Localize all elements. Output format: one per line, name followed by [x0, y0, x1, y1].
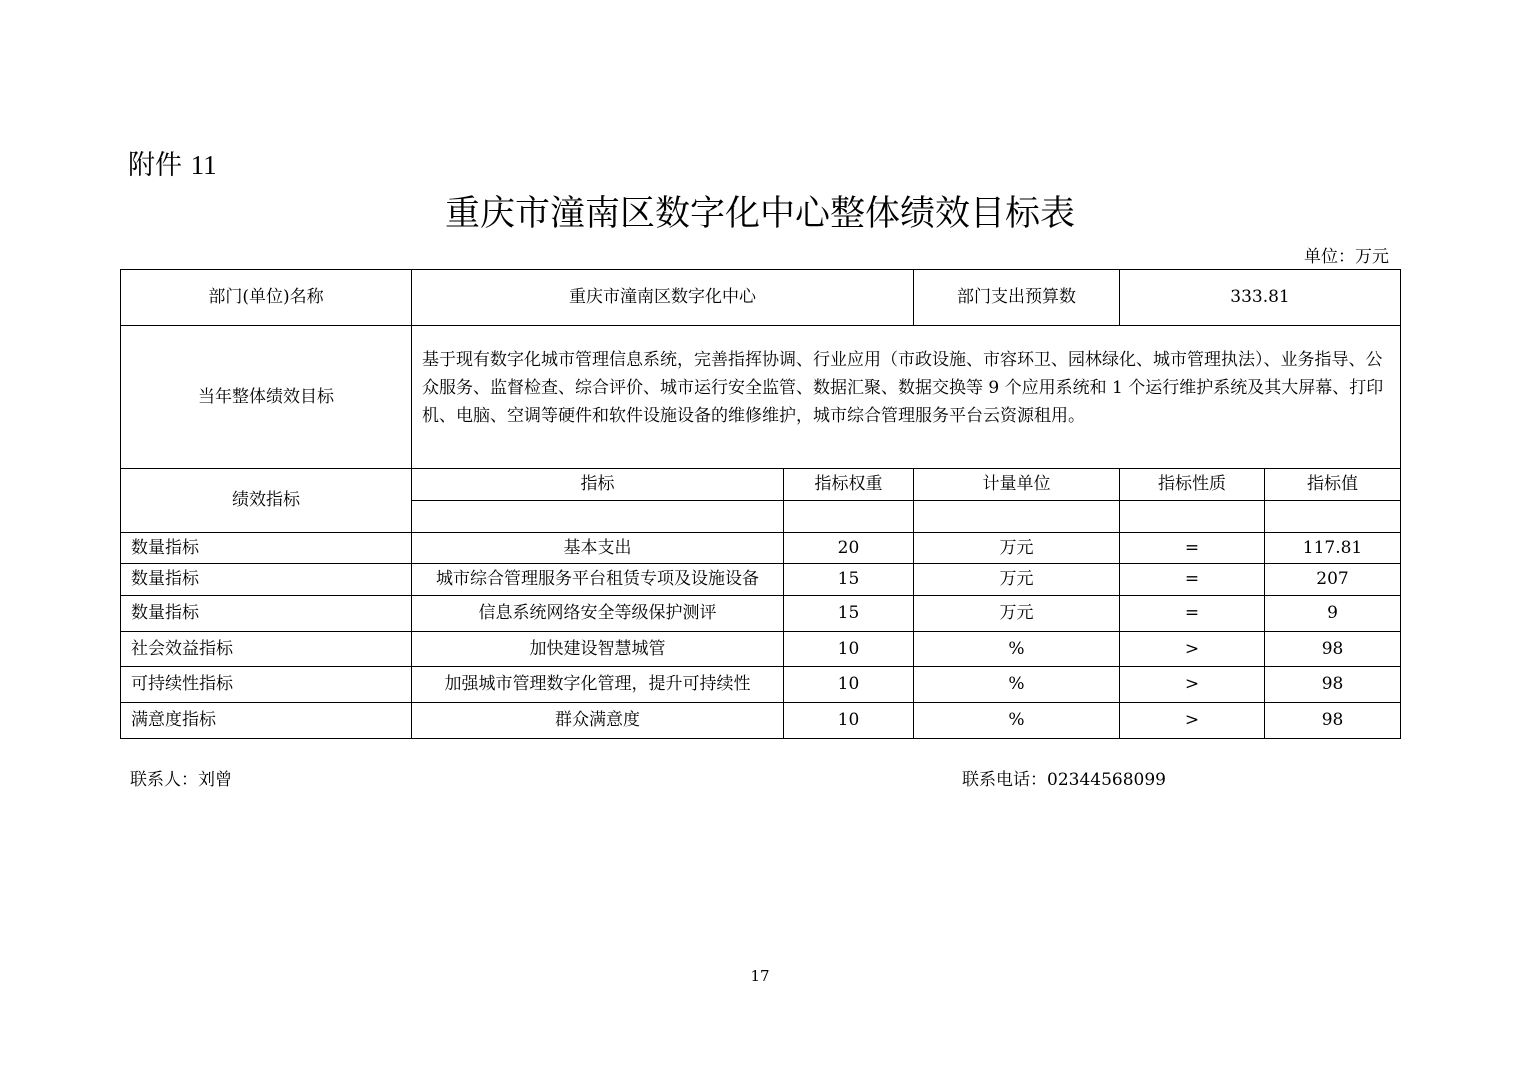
- dept-name-value: 重庆市潼南区数字化中心: [412, 270, 914, 326]
- row-unit: %: [914, 632, 1120, 667]
- blank-cell: [412, 501, 784, 533]
- row-unit: %: [914, 667, 1120, 703]
- row-indicator: 信息系统网络安全等级保护测评: [412, 596, 784, 632]
- row-unit: 万元: [914, 596, 1120, 632]
- perf-header-row: [121, 469, 1401, 501]
- attachment-prefix: 附件: [128, 150, 182, 181]
- row-weight: 10: [784, 703, 914, 739]
- dept-row: [121, 270, 1401, 326]
- table-row: [121, 632, 1401, 667]
- row-nature: >: [1120, 703, 1265, 739]
- row-weight: 15: [784, 596, 914, 632]
- row-weight: 10: [784, 632, 914, 667]
- table-row: [121, 596, 1401, 632]
- row-nature: =: [1120, 596, 1265, 632]
- table-row: [121, 533, 1401, 564]
- contact-phone: 联系电话：02344568099: [962, 770, 1166, 790]
- row-category: 数量指标: [121, 596, 412, 632]
- row-unit: 万元: [914, 533, 1120, 564]
- col-header-value: 指标值: [1265, 469, 1401, 501]
- row-weight: 10: [784, 667, 914, 703]
- dept-name-label: 部门(单位)名称: [121, 270, 412, 326]
- perf-label: 绩效指标: [121, 469, 412, 533]
- contact-person: 联系人：刘曾: [130, 770, 232, 790]
- goal-text: 基于现有数字化城市管理信息系统，完善指挥协调、行业应用（市政设施、市容环卫、园林绿化、城市管理执法）、业务指导、公众服务、监督检查、综合评价、城市运行安全监管、数据汇聚、数据交换等 9 个应用系统和 1 个运行维护系统及其大屏幕、打印机、电脑、空调等硬件和软件设施设备的维修维护，城市综合管理服务平台云资源租用。: [412, 326, 1401, 469]
- row-indicator: 加快建设智慧城管: [412, 632, 784, 667]
- row-indicator: 群众满意度: [412, 703, 784, 739]
- row-unit: 万元: [914, 564, 1120, 596]
- row-category: 数量指标: [121, 564, 412, 596]
- row-category: 可持续性指标: [121, 667, 412, 703]
- table-row: [121, 667, 1401, 703]
- attachment-label: [128, 143, 217, 182]
- blank-cell: [914, 501, 1120, 533]
- blank-cell: [1265, 501, 1401, 533]
- budget-value: 333.81: [1120, 270, 1401, 326]
- row-nature: >: [1120, 632, 1265, 667]
- row-value: 98: [1265, 632, 1401, 667]
- budget-label: 部门支出预算数: [914, 270, 1120, 326]
- col-header-unit: 计量单位: [914, 469, 1120, 501]
- row-category: 满意度指标: [121, 703, 412, 739]
- attachment-number: 11: [190, 150, 217, 180]
- page-number: 17: [750, 967, 770, 985]
- table-row: [121, 564, 1401, 596]
- unit-label: 单位：万元: [1304, 247, 1389, 267]
- col-header-indicator: 指标: [412, 469, 784, 501]
- row-indicator: 加强城市管理数字化管理，提升可持续性: [412, 667, 784, 703]
- row-nature: =: [1120, 564, 1265, 596]
- performance-table: [120, 269, 1401, 739]
- row-value: 98: [1265, 703, 1401, 739]
- blank-cell: [784, 501, 914, 533]
- row-value: 207: [1265, 564, 1401, 596]
- row-value: 117.81: [1265, 533, 1401, 564]
- row-category: 数量指标: [121, 533, 412, 564]
- row-unit: %: [914, 703, 1120, 739]
- row-value: 98: [1265, 667, 1401, 703]
- col-header-nature: 指标性质: [1120, 469, 1265, 501]
- row-weight: 20: [784, 533, 914, 564]
- row-category: 社会效益指标: [121, 632, 412, 667]
- row-indicator: 基本支出: [412, 533, 784, 564]
- table-row: [121, 703, 1401, 739]
- goal-label: 当年整体绩效目标: [121, 326, 412, 469]
- row-value: 9: [1265, 596, 1401, 632]
- col-header-weight: 指标权重: [784, 469, 914, 501]
- row-nature: =: [1120, 533, 1265, 564]
- row-indicator: 城市综合管理服务平台租赁专项及设施设备: [412, 564, 784, 596]
- goal-row: [121, 326, 1401, 469]
- row-nature: >: [1120, 667, 1265, 703]
- blank-cell: [1120, 501, 1265, 533]
- document-title: 重庆市潼南区数字化中心整体绩效目标表: [444, 194, 1075, 234]
- row-weight: 15: [784, 564, 914, 596]
